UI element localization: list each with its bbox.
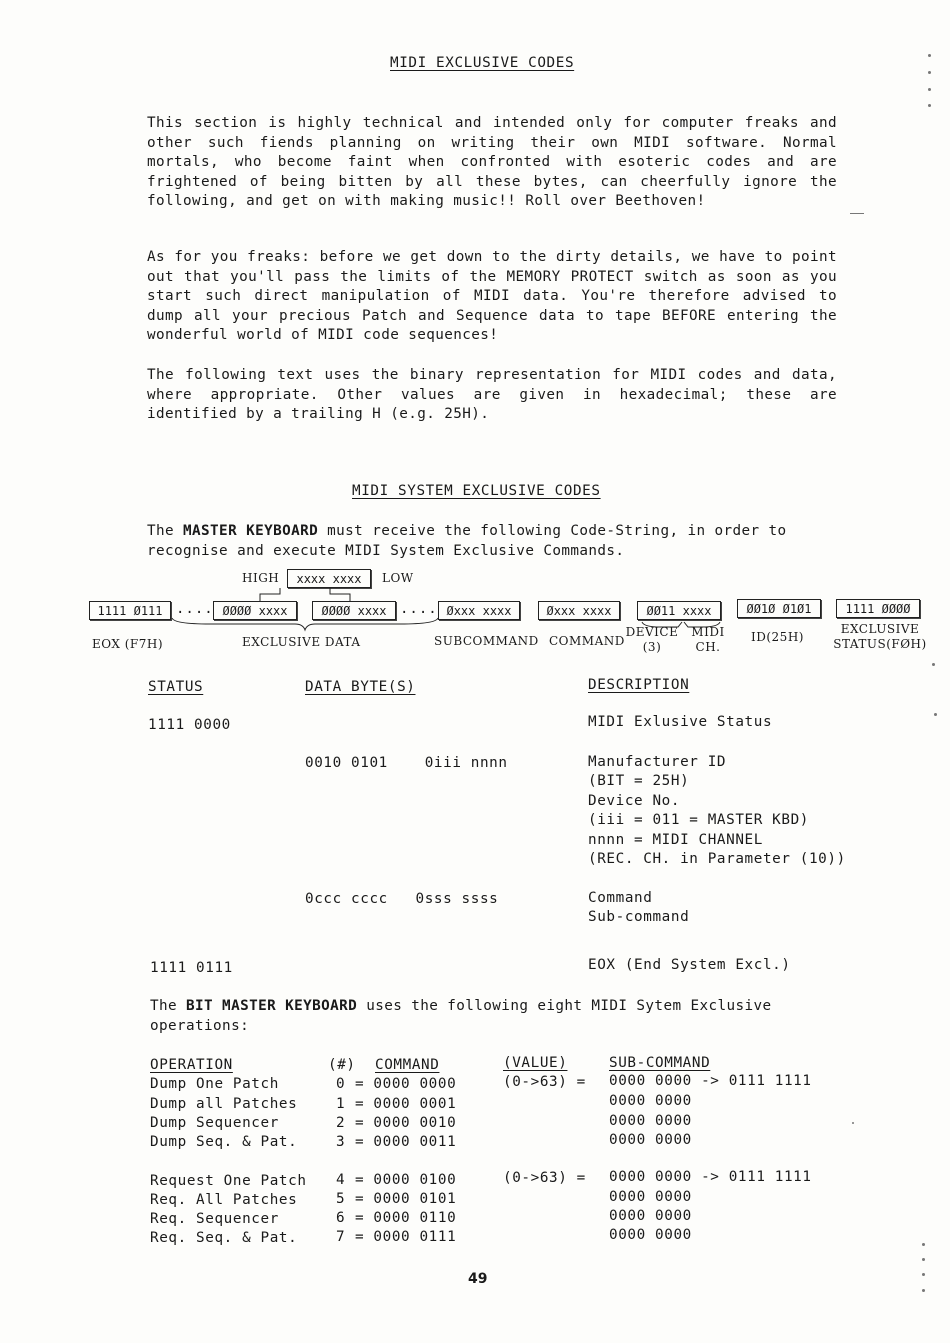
label-device: DEVICE (3): [625, 625, 679, 654]
exclusive-data-brace: [170, 616, 440, 632]
exclusive-data-box-1: ØØØØ xxxx: [213, 601, 297, 620]
intro-paragraph-3: The following text uses the binary representation for MIDI codes and data, where appropriate. Other values are given in hexadecimal; these are identified by a trailing H (e.g. 25H).: [147, 367, 837, 423]
section-intro-bold: MASTER KEYBOARD: [183, 523, 319, 539]
ops-row-6-operation: Req. Sequencer: [150, 1211, 279, 1227]
header-description: DESCRIPTION: [588, 677, 690, 693]
status-row-3-description: Command Sub-command: [588, 890, 690, 926]
ops-row-2-operation: Dump Sequencer: [150, 1115, 279, 1131]
speck: [934, 713, 937, 716]
speck: [928, 54, 931, 57]
header-data-bytes: DATA BYTE(S): [305, 679, 416, 695]
label-exclusive-status: EXCLUSIVE STATUS(FØH): [833, 622, 927, 651]
header-status: STATUS: [148, 679, 204, 695]
speck: [928, 71, 931, 74]
status-row-1-description: MIDI Exlusive Status: [588, 714, 773, 730]
status-row-3-data: 0ccc cccc 0sss ssss: [305, 891, 499, 907]
speck: [850, 213, 864, 214]
section-intro: [147, 522, 837, 561]
high-label: HIGH: [242, 571, 280, 585]
speck: [928, 88, 931, 91]
status-row-2-description: Manufacturer ID (BIT = 25H) Device No. (iii = 011 = MASTER KBD) nnnn = MIDI CHANNEL (REC. CH. in Parameter (10)): [588, 754, 846, 868]
ops-row-7-num: 7: [336, 1229, 346, 1245]
ops-row-2-command: = 0000 0010: [355, 1115, 457, 1131]
ops-row-3-command: = 0000 0011: [355, 1134, 457, 1150]
label-subcommand: SUBCOMMAND: [434, 634, 539, 648]
ops-row-3-subcommand: 0000 0000: [609, 1132, 692, 1148]
ops-row-7-subcommand: 0000 0000: [609, 1227, 692, 1243]
intro-paragraph-2: As for you freaks: before we get down to the dirty details, we have to point out that you'll pass the limits of the MEMORY PROTECT switch as soon as you start such direct manipulation of MIDI data. You're therefore advised to dump all your precious Patch and Sequence data to tape BEFORE entering the wonderful world of MIDI code sequences!: [147, 249, 837, 344]
label-midi-ch: MIDI CH.: [691, 625, 725, 654]
id-box: ØØ1Ø Ø1Ø1: [737, 599, 821, 618]
ops-header-num: (#): [328, 1057, 356, 1073]
high-byte-box: xxxx xxxx: [287, 569, 371, 588]
ops-header-command: COMMAND: [375, 1057, 440, 1073]
operations-intro-post: uses the following eight MIDI Sytem Exclusive operations:: [150, 998, 772, 1034]
page-title: MIDI EXCLUSIVE CODES: [390, 55, 575, 71]
ops-row-5-operation: Req. All Patches: [150, 1192, 298, 1208]
ops-row-4-num: 4: [336, 1172, 346, 1188]
speck: [932, 663, 935, 666]
dots-2: ....: [400, 601, 438, 617]
label-exclusive-data: EXCLUSIVE DATA: [242, 635, 361, 649]
ops-row-5-command: = 0000 0101: [355, 1191, 457, 1207]
speck: [928, 104, 931, 107]
low-label: LOW: [382, 571, 414, 585]
label-command: COMMAND: [549, 634, 625, 648]
ops-row-2-num: 2: [336, 1115, 346, 1131]
ops-row-7-command: = 0000 0111: [355, 1229, 457, 1245]
subcommand-box: Øxxx xxxx: [438, 601, 520, 620]
ops-row-1-command: = 0000 0001: [355, 1096, 457, 1112]
ops-header-subcommand: SUB-COMMAND: [609, 1055, 711, 1071]
section-intro-pre: The: [147, 523, 184, 539]
ops-header-value: (VALUE): [503, 1055, 568, 1071]
ops-row-3-operation: Dump Seq. & Pat.: [150, 1134, 298, 1150]
ops-row-6-subcommand: 0000 0000: [609, 1208, 692, 1224]
ops-row-4-command: = 0000 0100: [355, 1172, 457, 1188]
ops-row-6-num: 6: [336, 1210, 346, 1226]
command-box: Øxxx xxxx: [538, 601, 620, 620]
ops-row-2-subcommand: 0000 0000: [609, 1113, 692, 1129]
intro-paragraph-1: This section is highly technical and intended only for computer freaks and other such fiends planning on writing their own MIDI software. Normal mortals, who become faint when confronted with esoteric codes and are frightened of being bitten by all these bytes, can cheerfully ignore the following, and get on with making music!! Roll over Beethoven!: [147, 115, 837, 210]
page-number: 49: [468, 1271, 488, 1287]
ops-row-7-operation: Req. Seq. & Pat.: [150, 1230, 298, 1246]
status-row-1-status: 1111 0000: [148, 717, 231, 733]
exclusive-data-box-2: ØØØØ xxxx: [312, 601, 396, 620]
ops-row-0-operation: Dump One Patch: [150, 1076, 279, 1092]
ops-row-0-subcommand: 0000 0000 -> 0111 1111: [609, 1073, 812, 1089]
ops-row-1-num: 1: [336, 1096, 346, 1112]
ops-row-0-value: (0->63) =: [503, 1074, 586, 1090]
ops-row-6-command: = 0000 0110: [355, 1210, 457, 1226]
ops-row-4-value: (0->63) =: [503, 1170, 586, 1186]
label-id: ID(25H): [751, 630, 804, 644]
exclusive-status-box: 1111 ØØØØ: [836, 599, 920, 618]
speck: [922, 1289, 925, 1292]
device-channel-box: ØØ11 xxxx: [637, 601, 721, 620]
ops-row-1-operation: Dump all Patches: [150, 1096, 298, 1112]
operations-intro: [150, 997, 840, 1036]
ops-row-0-command: = 0000 0000: [355, 1076, 457, 1092]
dots-1: ....: [176, 601, 214, 617]
ops-row-1-subcommand: 0000 0000: [609, 1093, 692, 1109]
operations-intro-pre: The: [150, 998, 187, 1014]
ops-row-3-num: 3: [336, 1134, 346, 1150]
section-title: MIDI SYSTEM EXCLUSIVE CODES: [352, 483, 601, 499]
status-row-4-status: 1111 0111: [150, 960, 233, 976]
speck: [852, 1122, 854, 1124]
speck: [922, 1273, 925, 1276]
ops-header-operation: OPERATION: [150, 1057, 233, 1073]
status-row-4-description: EOX (End System Excl.): [588, 957, 791, 973]
eox-box: 1111 Ø111: [89, 601, 171, 620]
ops-row-4-operation: Request One Patch: [150, 1173, 307, 1189]
ops-row-0-num: 0: [336, 1076, 346, 1092]
operations-intro-bold: BIT MASTER KEYBOARD: [186, 998, 358, 1014]
ops-row-5-subcommand: 0000 0000: [609, 1189, 692, 1205]
section-intro-post: must receive the following Code-String, in order to recognise and execute MIDI System Exclusive Commands.: [147, 523, 787, 559]
ops-row-4-subcommand: 0000 0000 -> 0111 1111: [609, 1169, 812, 1185]
status-row-2-data: 0010 0101 0iii nnnn: [305, 755, 508, 771]
speck: [922, 1243, 925, 1246]
label-eox: EOX (F7H): [92, 637, 164, 651]
speck: [922, 1258, 925, 1261]
high-low-connector: [250, 588, 370, 602]
ops-row-5-num: 5: [336, 1191, 346, 1207]
